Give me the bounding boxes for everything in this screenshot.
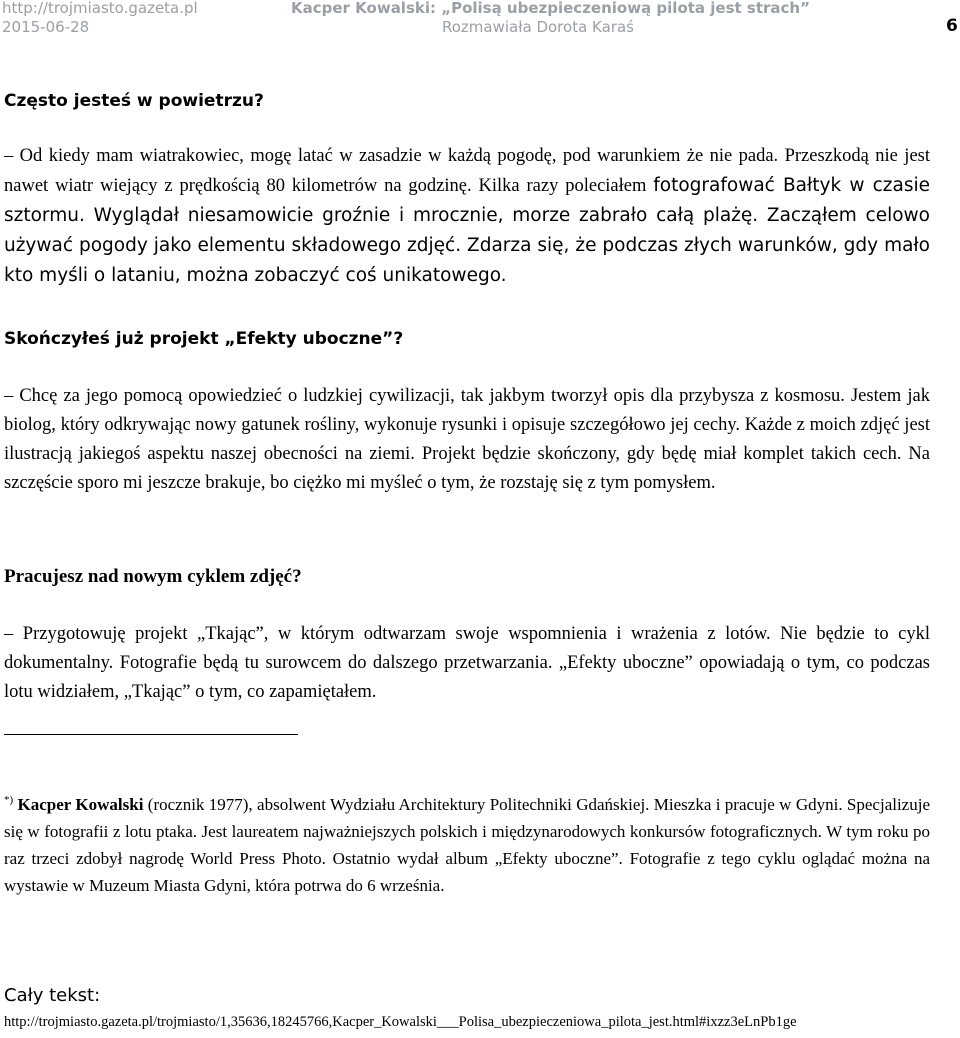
footnote-author-name: Kacper Kowalski: [17, 795, 144, 814]
footnote-separator: [4, 734, 298, 735]
interview-question-3: Pracujesz nad nowym cyklem zdjęć?: [4, 566, 302, 587]
header-article-title: Kacper Kowalski: „Polisą ubezpieczeniową pilota jest strach”: [291, 0, 810, 17]
interview-answer-3: – Przygotowuję projekt „Tkając”, w którym odtwarzam swoje wspomnienia i wrażenia z lotów. Nie będzie to cykl dokumentalny. Fotografie będą tu surowcem do dalszego przetwarzania. „Efekty uboczne” opowiadają o tym, co podczas lotu widziałem, „Tkając” o tym, co zapamiętałem.: [4, 624, 930, 702]
footnote-text: (rocznik 1977), absolwent Wydziału Architektury Politechniki Gdańskiej. Mieszka i pracuje w Gdyni. Specjalizuje się w fotografii z lotu ptaka. Jest laureatem najważniejszych polskich i międzynarodowych konkursów fotograficznych. W tym roku po raz trzeci zdobył nagrodę World Press Photo. Ostatnio wydał album „Efekty uboczne”. Fotografie z tego cyklu oglądać można na wystawie w Muzeum Miasta Gdyni, która potrwa do 6 września.: [4, 795, 930, 895]
answer-1-sans-part: fotografować Bałtyk w czasie sztormu. Wyglądał niesamowicie groźnie i mrocznie, morze zabrało całą plażę. Zacząłem celowo używać pogody jako elementu składowego zdjęć. Zdarza się, że podczas złych warunków, gdy mało kto myśli o lataniu, można zobaczyć coś unikatowego.: [4, 175, 930, 286]
header-author: Rozmawiała Dorota Karaś: [442, 18, 634, 36]
interview-question-1: Często jesteś w powietrzu?: [4, 91, 264, 111]
header-site-url: http://trojmiasto.gazeta.pl: [2, 0, 198, 17]
answer-1-serif-part: – Od kiedy mam wiatrakowiec, mogę latać w zasadzie w każdą pogodę, pod warunkiem że nie pada. Przeszkodą nie jest nawet wiatr wiejący z prędkością 80 kilometrów na godzinę. Kilka razy poleciałem: [4, 146, 930, 196]
interview-answer-2: – Chcę za jego pomocą opowiedzieć o ludzkiej cywilizacji, tak jakbym tworzył opis dla przybysza z kosmosu. Jestem jak biolog, który odkrywając nowy gatunek rośliny, wykonuje rysunki i opisuje szczegółowo jej cechy. Każde z moich zdjęć jest ilustracją jakiegoś aspektu naszej obecności na ziemi. Projekt będzie skończony, gdy będę miał komplet takich cech. Na szczęście sporo mi jeszcze brakuje, bo ciężko mi myśleć o tym, że rozstaję się z tym pomysłem.: [4, 386, 930, 493]
full-text-label: Cały tekst:: [4, 985, 101, 1006]
page-number: 6: [946, 16, 958, 36]
author-bio-footnote: [4, 791, 930, 899]
interview-answer-1: [4, 142, 930, 291]
full-text-link[interactable]: http://trojmiasto.gazeta.pl/trojmiasto/1,35636,18245766,Kacper_Kowalski___Polisa_ubezpieczeniowa_pilota_jest.html#ixzz3eLnPb1ge: [4, 1014, 797, 1030]
header-date: 2015-06-28: [2, 18, 90, 36]
footnote-marker: *): [4, 794, 14, 806]
interview-question-2: Skończyłeś już projekt „Efekty uboczne”?: [4, 329, 404, 349]
